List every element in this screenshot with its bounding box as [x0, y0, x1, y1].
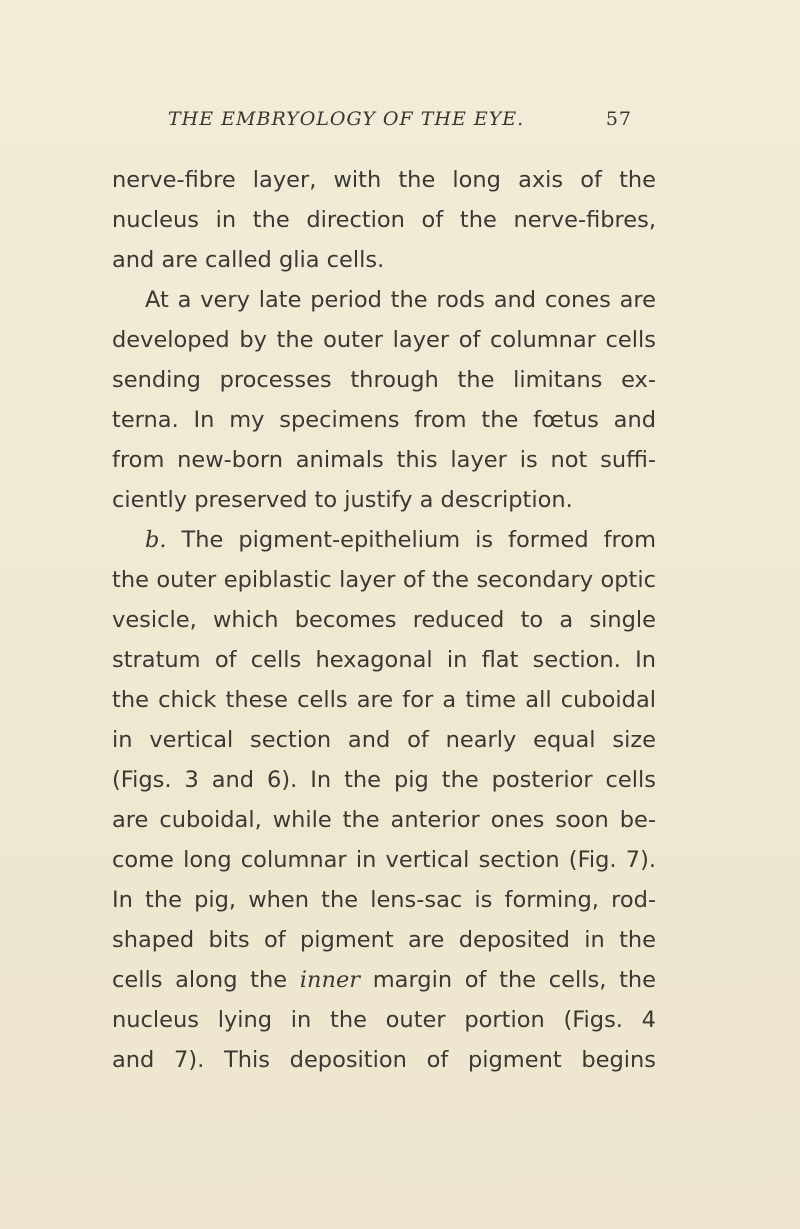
line-text: cells along the	[112, 967, 300, 993]
text-line: At a very late period the rods and cones are	[145, 287, 656, 313]
section-letter: b.	[145, 527, 167, 553]
text-line: and 7). This deposition of pigment begins	[112, 1047, 656, 1073]
text-line: nucleus in the direction of the nerve-fibres,	[112, 207, 656, 233]
text-line: In the pig, when the lens-sac is forming, rod-	[112, 887, 656, 913]
text-line	[112, 520, 656, 560]
text-line: developed by the outer layer of columnar cells	[112, 327, 656, 353]
text-line: the outer epiblastic layer of the secondary optic	[112, 567, 656, 593]
text-line: come long columnar in vertical section (Fig. 7).	[112, 847, 656, 873]
page-number: 57	[605, 108, 632, 130]
text-line: the chick these cells are for a time all cuboidal	[112, 687, 656, 713]
text-line: vesicle, which becomes reduced to a single	[112, 607, 656, 633]
text-line: nucleus lying in the outer portion (Figs. 4	[112, 1007, 656, 1033]
text-line: shaped bits of pigment are deposited in the	[112, 927, 656, 953]
line-text: margin of the cells, the	[360, 967, 656, 993]
text-line: in vertical section and of nearly equal size	[112, 727, 656, 753]
text-line: from new-born animals this layer is not suffi-	[112, 447, 656, 473]
text-line: terna. In my specimens from the fœtus and	[112, 407, 656, 433]
line-text: The pigment-epithelium is formed from	[166, 527, 656, 553]
text-line	[112, 960, 656, 1000]
text-line: stratum of cells hexagonal in flat section. In	[112, 647, 656, 673]
running-head-title: THE EMBRYOLOGY OF THE EYE.	[168, 108, 525, 130]
emphasized-word: inner	[299, 967, 361, 993]
text-line: nerve-fibre layer, with the long axis of the	[112, 167, 656, 193]
text-line: and are called glia cells.	[112, 247, 385, 273]
body-text	[112, 160, 656, 1080]
text-line: are cuboidal, while the anterior ones soon be-	[112, 807, 656, 833]
text-line: sending processes through the limitans ex-	[112, 367, 656, 393]
text-line: ciently preserved to justify a description.	[112, 487, 573, 513]
text-line: (Figs. 3 and 6). In the pig the posterior cells	[112, 767, 656, 793]
